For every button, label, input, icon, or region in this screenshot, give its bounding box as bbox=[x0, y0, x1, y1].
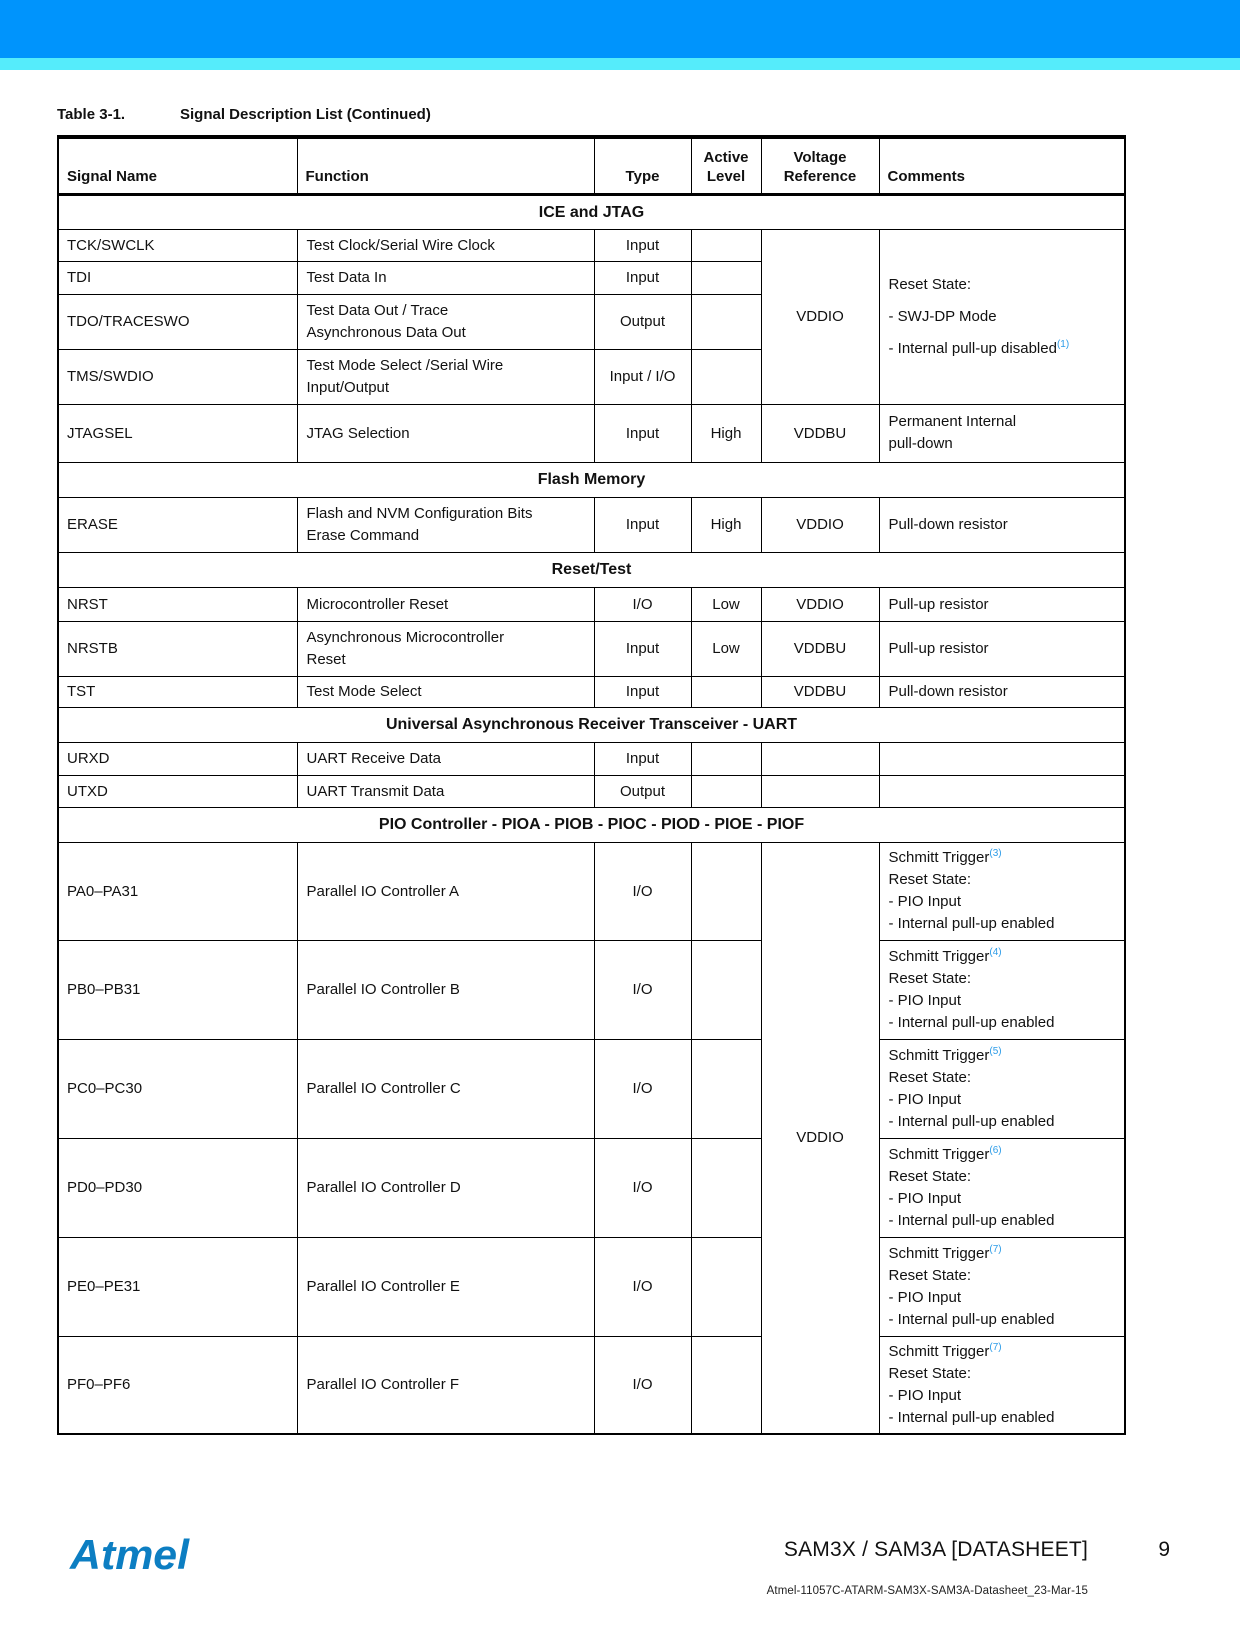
table-cell: I/O bbox=[594, 587, 691, 621]
cell-line: Schmitt Trigger$^{(6)}$ bbox=[888, 1144, 1002, 1163]
cell-line: Asynchronous Microcontroller bbox=[306, 628, 505, 646]
cell-line: - PIO Input bbox=[888, 1090, 962, 1108]
table-cell: ERASE bbox=[58, 497, 297, 552]
table-cell bbox=[691, 349, 761, 404]
column-header-comments: Comments bbox=[879, 137, 1125, 194]
table-cell bbox=[879, 229, 1125, 404]
footnote-reference[interactable]: (4) bbox=[989, 946, 1002, 958]
table-cell: Input bbox=[594, 676, 691, 707]
table-title bbox=[57, 106, 431, 123]
footnote-reference[interactable]: (5) bbox=[989, 1045, 1002, 1057]
table-cell: Test Data In bbox=[297, 261, 594, 294]
table-cell bbox=[879, 1336, 1125, 1434]
table-cell bbox=[297, 621, 594, 676]
table-cell: PE0–PE31 bbox=[58, 1237, 297, 1336]
table-cell: PF0–PF6 bbox=[58, 1336, 297, 1434]
table-cell: I/O bbox=[594, 842, 691, 940]
table-cell bbox=[879, 742, 1125, 775]
table-cell: Test Mode Select bbox=[297, 676, 594, 707]
footer-page-number: 9 bbox=[1158, 1538, 1170, 1561]
table-row bbox=[58, 676, 1125, 707]
table-cell bbox=[691, 229, 761, 261]
cell-line: Schmitt Trigger$^{(4)}$ bbox=[888, 946, 1002, 965]
cell-line: - PIO Input bbox=[888, 893, 962, 910]
column-header-function: Function bbox=[297, 137, 594, 194]
table-cell: Input bbox=[594, 621, 691, 676]
table-cell: Parallel IO Controller C bbox=[297, 1039, 594, 1138]
table-cell: I/O bbox=[594, 1138, 691, 1237]
section-header: Universal Asynchronous Receiver Transceiver - UART bbox=[58, 707, 1125, 742]
table-cell bbox=[879, 404, 1125, 462]
table-cell bbox=[761, 742, 879, 775]
table-cell bbox=[761, 775, 879, 807]
table-cell: UTXD bbox=[58, 775, 297, 807]
cell-line: Reset State: bbox=[888, 1266, 972, 1284]
section-header: Reset/Test bbox=[58, 552, 1125, 587]
cell-line: Permanent Internal bbox=[888, 413, 1017, 430]
cell-line: Schmitt Trigger$^{(3)}$ bbox=[888, 848, 1002, 866]
cell-line: Reset State: bbox=[888, 1068, 972, 1086]
table-cell: Output bbox=[594, 294, 691, 349]
table-cell: TST bbox=[58, 676, 297, 707]
cell-line: - Internal pull-up enabled bbox=[888, 1408, 1055, 1426]
table-row bbox=[58, 229, 1125, 261]
table-cell: URXD bbox=[58, 742, 297, 775]
table-cell bbox=[691, 1336, 761, 1434]
table-cell: TDO/TRACESWO bbox=[58, 294, 297, 349]
table-caption: Signal Description List (Continued) bbox=[180, 106, 431, 123]
cell-line: Flash and NVM Configuration Bits bbox=[306, 504, 533, 522]
table-cell: Low bbox=[691, 621, 761, 676]
table-cell: TMS/SWDIO bbox=[58, 349, 297, 404]
cell-line: Schmitt Trigger$^{(7)}$ bbox=[888, 1243, 1002, 1262]
cell-line: Test Data Out / Trace bbox=[306, 301, 449, 319]
table-cell: PD0–PD30 bbox=[58, 1138, 297, 1237]
table-row bbox=[58, 940, 1125, 1039]
table-cell: Input bbox=[594, 742, 691, 775]
table-cell: Pull-down resistor bbox=[879, 497, 1125, 552]
table-cell bbox=[691, 1039, 761, 1138]
table-cell: Input / I/O bbox=[594, 349, 691, 404]
cell-line: - Internal pull-up enabled bbox=[888, 1013, 1055, 1031]
table-cell: VDDBU bbox=[761, 621, 879, 676]
cell-line: Asynchronous Data Out bbox=[306, 323, 466, 341]
table-cell: Parallel IO Controller F bbox=[297, 1336, 594, 1434]
section-row bbox=[58, 552, 1125, 587]
table-cell: Low bbox=[691, 587, 761, 621]
cell-line: - PIO Input bbox=[888, 991, 962, 1009]
table-cell: UART Receive Data bbox=[297, 742, 594, 775]
table-row bbox=[58, 1039, 1125, 1138]
table-cell: Input bbox=[594, 229, 691, 261]
table-cell bbox=[691, 676, 761, 707]
signal-description-table bbox=[57, 135, 1126, 1435]
header-bar bbox=[0, 0, 1240, 58]
table-cell: Pull-up resistor bbox=[879, 587, 1125, 621]
footnote-reference[interactable]: (6) bbox=[989, 1144, 1002, 1156]
cell-line: - PIO Input bbox=[888, 1386, 962, 1404]
table-cell bbox=[879, 775, 1125, 807]
cell-line: Reset State: bbox=[888, 275, 972, 293]
table-cell: Parallel IO Controller A bbox=[297, 842, 594, 940]
cell-line: pull-down bbox=[888, 435, 953, 452]
cell-line: Reset State: bbox=[888, 1167, 972, 1185]
section-row bbox=[58, 807, 1125, 842]
table-row bbox=[58, 1138, 1125, 1237]
footer-doc-title: SAM3X / SAM3A [DATASHEET] bbox=[783, 1538, 1088, 1561]
header-accent-strip bbox=[0, 58, 1240, 70]
cell-line: - SWJ-DP Mode bbox=[888, 307, 997, 325]
table-cell: NRSTB bbox=[58, 621, 297, 676]
footer-doc-reference: Atmel-11057C-ATARM-SAM3X-SAM3A-Datasheet_23-Mar-15 bbox=[766, 1585, 1088, 1597]
section-row bbox=[58, 194, 1125, 229]
table-row bbox=[58, 404, 1125, 462]
cell-line: - PIO Input bbox=[888, 1189, 962, 1207]
table-cell bbox=[879, 940, 1125, 1039]
table-cell: TDI bbox=[58, 261, 297, 294]
section-row bbox=[58, 707, 1125, 742]
table-row bbox=[58, 842, 1125, 940]
table-cell bbox=[691, 742, 761, 775]
cell-line: Test Mode Select /Serial Wire bbox=[306, 356, 504, 374]
table-row bbox=[58, 1336, 1125, 1434]
table-row bbox=[58, 775, 1125, 807]
cell-line: - Internal pull-up enabled bbox=[888, 1310, 1055, 1328]
table-cell: Input bbox=[594, 497, 691, 552]
table-cell: High bbox=[691, 404, 761, 462]
table-cell: Output bbox=[594, 775, 691, 807]
table-cell bbox=[879, 1039, 1125, 1138]
table-cell bbox=[691, 1237, 761, 1336]
table-cell bbox=[691, 261, 761, 294]
cell-line: - Internal pull-up disabled$^{(1)}$ bbox=[888, 338, 1070, 357]
table-cell: Parallel IO Controller D bbox=[297, 1138, 594, 1237]
section-row bbox=[58, 462, 1125, 497]
table-cell: Microcontroller Reset bbox=[297, 587, 594, 621]
footnote-reference[interactable]: (3) bbox=[989, 848, 1002, 859]
table-cell: TCK/SWCLK bbox=[58, 229, 297, 261]
table-cell: VDDIO bbox=[761, 587, 879, 621]
footnote-reference[interactable]: (7) bbox=[989, 1341, 1002, 1353]
cell-line: Erase Command bbox=[306, 526, 420, 544]
cell-line: - Internal pull-up enabled bbox=[888, 915, 1055, 932]
section-header: Flash Memory bbox=[58, 462, 1125, 497]
cell-line: Reset State: bbox=[888, 969, 972, 987]
table-row bbox=[58, 742, 1125, 775]
footnote-reference[interactable]: (7) bbox=[989, 1243, 1002, 1255]
column-header-signal-name: Signal Name bbox=[58, 137, 297, 194]
table-cell: UART Transmit Data bbox=[297, 775, 594, 807]
cell-line: Reset State: bbox=[888, 871, 972, 888]
table-cell: PC0–PC30 bbox=[58, 1039, 297, 1138]
cell-line: - PIO Input bbox=[888, 1288, 962, 1306]
table-cell: VDDBU bbox=[761, 404, 879, 462]
table-cell bbox=[691, 294, 761, 349]
table-cell: PA0–PA31 bbox=[58, 842, 297, 940]
cell-line: Schmitt Trigger$^{(7)}$ bbox=[888, 1341, 1002, 1360]
table-cell bbox=[297, 294, 594, 349]
cell-line: Reset bbox=[306, 650, 346, 668]
table-cell bbox=[879, 1138, 1125, 1237]
table-cell: Input bbox=[594, 261, 691, 294]
column-header-active-level: Active Level bbox=[691, 137, 761, 194]
column-header-type: Type bbox=[594, 137, 691, 194]
cell-line: - Internal pull-up enabled bbox=[888, 1211, 1055, 1229]
table-cell: VDDIO bbox=[761, 229, 879, 404]
cell-line: Input/Output bbox=[306, 378, 390, 396]
table-cell bbox=[879, 1237, 1125, 1336]
cell-line: Reset State: bbox=[888, 1364, 972, 1382]
table-cell bbox=[297, 497, 594, 552]
footnote-reference[interactable]: (1) bbox=[1056, 338, 1070, 350]
section-header: PIO Controller - PIOA - PIOB - PIOC - PIOD - PIOE - PIOF bbox=[58, 807, 1125, 842]
table-row bbox=[58, 1237, 1125, 1336]
table-cell: JTAGSEL bbox=[58, 404, 297, 462]
table-cell: Parallel IO Controller E bbox=[297, 1237, 594, 1336]
table-cell: I/O bbox=[594, 1336, 691, 1434]
table-row bbox=[58, 497, 1125, 552]
table-cell: I/O bbox=[594, 1237, 691, 1336]
table-cell bbox=[879, 842, 1125, 940]
table-row bbox=[58, 621, 1125, 676]
table-cell: Pull-up resistor bbox=[879, 621, 1125, 676]
cell-line: - Internal pull-up enabled bbox=[888, 1112, 1055, 1130]
table-cell: Test Clock/Serial Wire Clock bbox=[297, 229, 594, 261]
table-header-row bbox=[58, 137, 1125, 194]
table-cell: I/O bbox=[594, 1039, 691, 1138]
atmel-logo: Atmel bbox=[70, 1531, 190, 1578]
column-header-voltage-reference: Voltage Reference bbox=[761, 137, 879, 194]
table-cell: NRST bbox=[58, 587, 297, 621]
table-row bbox=[58, 587, 1125, 621]
cell-line: Schmitt Trigger$^{(5)}$ bbox=[888, 1045, 1002, 1064]
table-cell bbox=[691, 775, 761, 807]
table-cell: Parallel IO Controller B bbox=[297, 940, 594, 1039]
table-cell bbox=[297, 349, 594, 404]
table-cell: VDDIO bbox=[761, 842, 879, 1434]
table-number: Table 3-1. bbox=[57, 106, 126, 123]
table-cell bbox=[691, 940, 761, 1039]
table-cell: VDDIO bbox=[761, 497, 879, 552]
table-cell bbox=[691, 1138, 761, 1237]
section-header: ICE and JTAG bbox=[58, 194, 1125, 229]
table-cell: Input bbox=[594, 404, 691, 462]
table-cell: I/O bbox=[594, 940, 691, 1039]
table-cell: JTAG Selection bbox=[297, 404, 594, 462]
table-cell: PB0–PB31 bbox=[58, 940, 297, 1039]
table-cell: VDDBU bbox=[761, 676, 879, 707]
table-cell: High bbox=[691, 497, 761, 552]
table-cell bbox=[691, 842, 761, 940]
table-cell: Pull-down resistor bbox=[879, 676, 1125, 707]
